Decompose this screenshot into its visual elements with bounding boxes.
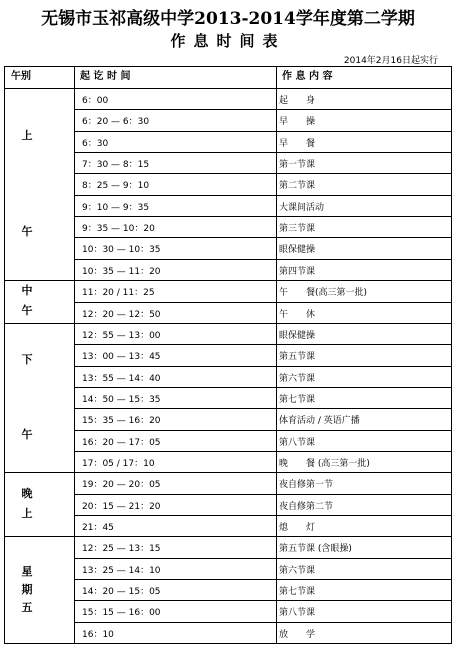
activity-cell: 起 身 bbox=[279, 96, 316, 106]
time-cell: 11：20 / 11：25 bbox=[82, 288, 155, 299]
period-label bbox=[16, 88, 38, 280]
time-cell: 10：30 — 10：35 bbox=[82, 245, 161, 256]
time-cell: 16：20 — 17：05 bbox=[82, 437, 161, 448]
period-label-char: 上 bbox=[21, 507, 33, 521]
row-divider bbox=[74, 344, 451, 345]
activity-cell: 第五节课 (含眼操) bbox=[279, 544, 352, 555]
activity-cell: 第四节课 bbox=[279, 266, 316, 277]
period-label-char: 晚 bbox=[21, 487, 33, 501]
activity-cell: 第一节课 bbox=[279, 160, 316, 171]
table-title: 作息时间表 bbox=[170, 32, 286, 50]
period-label bbox=[16, 323, 38, 472]
activity-cell: 早 餐 bbox=[279, 138, 316, 149]
activity-cell: 眼保健操 bbox=[279, 330, 316, 341]
time-cell: 13：25 — 14：10 bbox=[82, 565, 161, 576]
table-right-border bbox=[451, 66, 452, 644]
activity-cell: 晚 餐 (高三第一批) bbox=[279, 458, 370, 469]
activity-cell: 第二节课 bbox=[279, 181, 316, 192]
time-cell: 7：30 — 8：15 bbox=[82, 160, 150, 171]
activity-cell: 第三节课 bbox=[279, 224, 316, 235]
row-divider bbox=[74, 558, 451, 559]
time-cell: 14：20 — 15：05 bbox=[82, 587, 161, 598]
period-label-char: 午 bbox=[21, 427, 33, 441]
time-cell: 9：10 — 9：35 bbox=[82, 202, 150, 213]
school-title: 无锡市玉祁高级中学2013-2014学年度第二学期 bbox=[41, 9, 415, 29]
period-label bbox=[16, 280, 38, 323]
time-cell: 6：20 — 6：30 bbox=[82, 117, 150, 128]
group-divider bbox=[4, 536, 451, 537]
activity-cell: 第七节课 bbox=[279, 394, 316, 405]
activity-cell: 放 学 bbox=[279, 629, 316, 640]
activity-cell: 第六节课 bbox=[279, 373, 316, 384]
period-label bbox=[16, 472, 38, 536]
row-divider bbox=[74, 515, 451, 516]
row-divider bbox=[74, 451, 451, 452]
header-bottom-border bbox=[4, 88, 451, 89]
activity-cell: 体育活动 / 英语广播 bbox=[279, 416, 360, 427]
time-cell: 15：35 — 16：20 bbox=[82, 416, 161, 427]
row-divider bbox=[74, 259, 451, 260]
time-cell: 19：20 — 20：05 bbox=[82, 480, 161, 491]
row-divider bbox=[74, 131, 451, 132]
table-top-border bbox=[4, 66, 451, 67]
period-label-char: 午 bbox=[21, 225, 33, 239]
time-cell: 15：15 — 16：00 bbox=[82, 608, 161, 619]
row-divider bbox=[74, 622, 451, 623]
activity-cell: 夜自修第二节 bbox=[279, 501, 334, 512]
row-divider bbox=[74, 237, 451, 238]
time-cell: 13：55 — 14：40 bbox=[82, 373, 161, 384]
row-divider bbox=[74, 408, 451, 409]
time-cell: 13：00 — 13：45 bbox=[82, 352, 161, 363]
table-left-border bbox=[4, 66, 5, 644]
row-divider bbox=[74, 366, 451, 367]
activity-cell: 眼保健操 bbox=[279, 245, 316, 256]
activity-cell: 第八节课 bbox=[279, 608, 316, 619]
row-divider bbox=[74, 152, 451, 153]
time-cell: 12：20 — 12：50 bbox=[82, 309, 161, 320]
period-label-char: 星 bbox=[21, 564, 33, 578]
time-cell: 14：50 — 15：35 bbox=[82, 394, 161, 405]
activity-cell: 午 休 bbox=[279, 309, 316, 320]
time-cell: 21：45 bbox=[82, 523, 114, 533]
row-divider bbox=[74, 302, 451, 303]
activity-cell: 第五节课 bbox=[279, 352, 316, 363]
row-divider bbox=[74, 109, 451, 110]
time-cell: 12：55 — 13：00 bbox=[82, 330, 161, 341]
time-cell: 8：25 — 9：10 bbox=[82, 181, 150, 192]
row-divider bbox=[74, 494, 451, 495]
time-cell: 10：35 — 11：20 bbox=[82, 266, 161, 277]
row-divider bbox=[74, 195, 451, 196]
content-column-border bbox=[276, 66, 277, 644]
time-column-border bbox=[74, 66, 75, 644]
period-label-char: 五 bbox=[21, 600, 33, 614]
row-divider bbox=[74, 430, 451, 431]
row-divider bbox=[74, 600, 451, 601]
row-divider bbox=[74, 173, 451, 174]
header-content: 作 息 内 容 bbox=[282, 71, 333, 82]
period-label-char: 上 bbox=[21, 129, 33, 143]
time-cell: 9：35 — 10：20 bbox=[82, 224, 155, 235]
row-divider bbox=[74, 216, 451, 217]
period-label-char: 期 bbox=[21, 582, 33, 596]
period-label-char: 中 bbox=[21, 284, 33, 298]
activity-cell: 熄 灯 bbox=[279, 523, 316, 533]
period-label-char: 下 bbox=[21, 353, 33, 367]
effective-date: 2014年2月16日起实行 bbox=[343, 56, 438, 66]
group-divider bbox=[4, 280, 451, 281]
time-cell: 20：15 — 21：20 bbox=[82, 501, 161, 512]
time-cell: 17：05 / 17：10 bbox=[82, 458, 155, 469]
group-divider bbox=[4, 323, 451, 324]
activity-cell: 第八节课 bbox=[279, 437, 316, 448]
group-divider bbox=[4, 643, 451, 644]
activity-cell: 午 餐(高三第一批) bbox=[279, 288, 368, 299]
activity-cell: 第六节课 bbox=[279, 565, 316, 576]
row-divider bbox=[74, 579, 451, 580]
time-cell: 6：30 bbox=[82, 138, 109, 149]
time-cell: 6：00 bbox=[82, 96, 109, 106]
activity-cell: 早 操 bbox=[279, 117, 316, 128]
period-label bbox=[16, 536, 38, 643]
time-cell: 16：10 bbox=[82, 629, 114, 640]
activity-cell: 第七节课 bbox=[279, 587, 316, 598]
activity-cell: 大课间活动 bbox=[279, 202, 325, 213]
header-time: 起 讫 时 间 bbox=[80, 71, 131, 82]
header-period: 午别 bbox=[11, 71, 31, 82]
row-divider bbox=[74, 387, 451, 388]
period-label-char: 午 bbox=[21, 304, 33, 318]
group-divider bbox=[4, 472, 451, 473]
time-cell: 12：25 — 13：15 bbox=[82, 544, 161, 555]
activity-cell: 夜自修第一节 bbox=[279, 480, 334, 491]
